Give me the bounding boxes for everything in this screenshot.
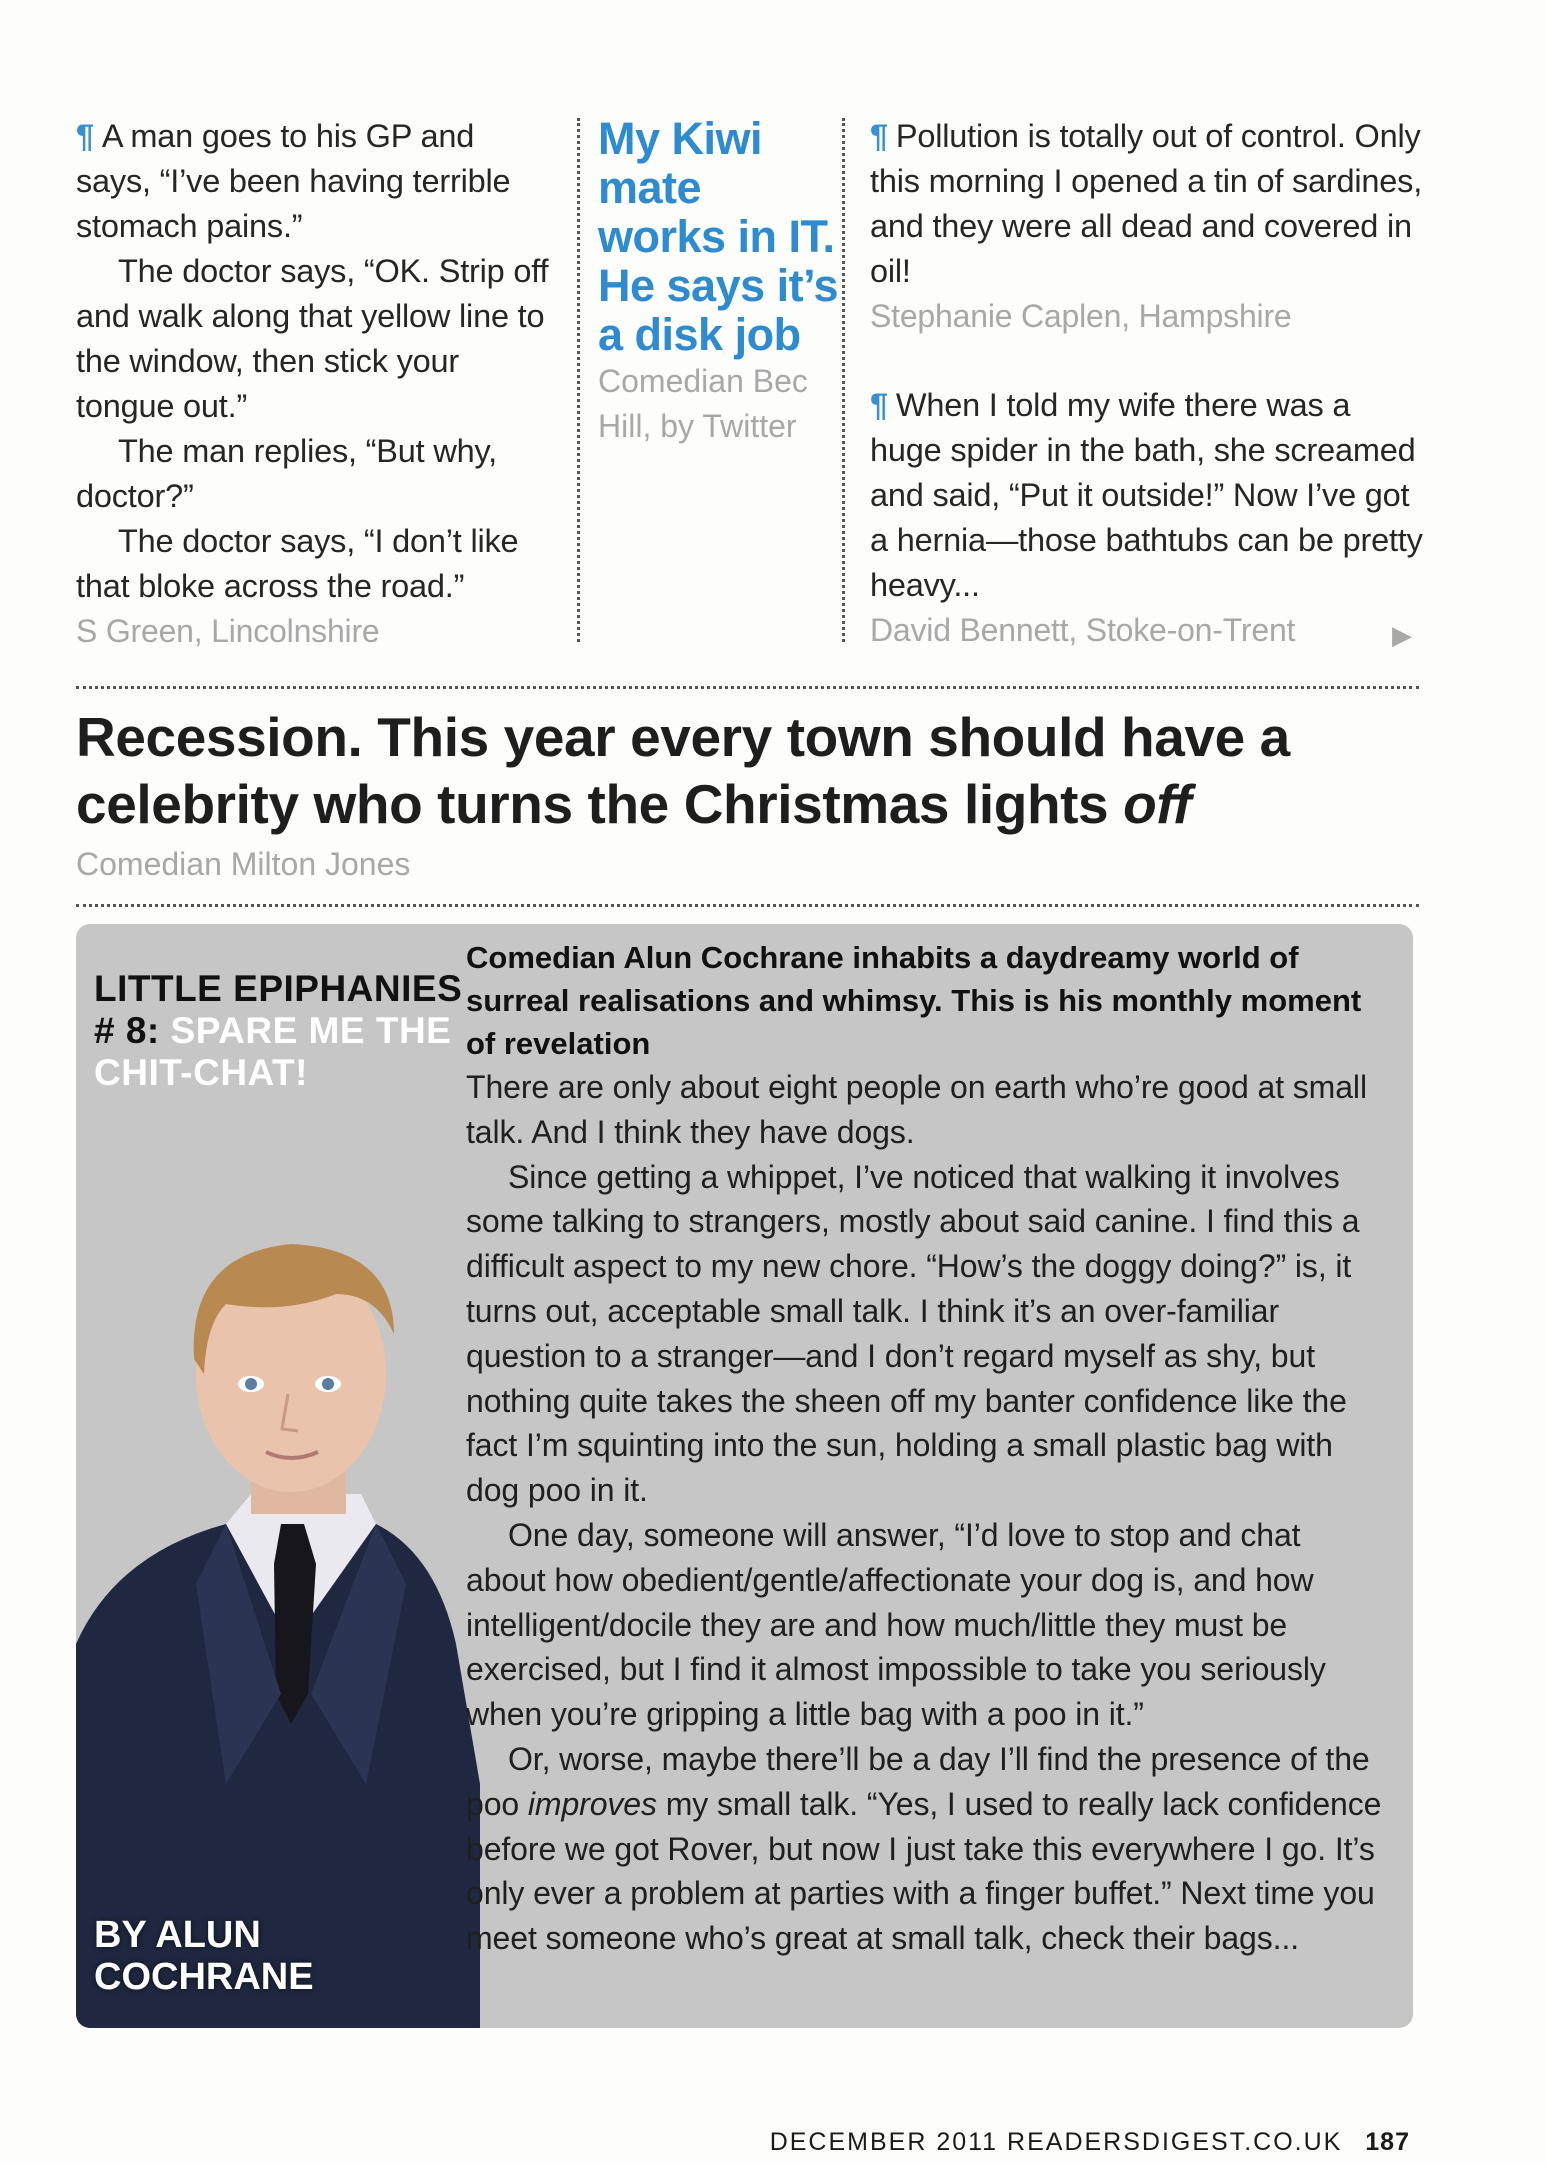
article-intro: Comedian Alun Cochrane inhabits a daydreamy world of surreal realisations and whimsy. This is his monthly moment of revelation xyxy=(466,940,1362,1061)
author-byline: BY ALUN COCHRANE xyxy=(94,1914,314,1998)
author-photo xyxy=(76,1224,480,2028)
page-number: 187 xyxy=(1365,2128,1410,2156)
series-number: # 8: xyxy=(94,1010,160,1051)
joke-paragraph: The doctor says, “I don’t like that bloke across the road.” xyxy=(76,523,519,604)
joke-column-2 xyxy=(598,114,838,449)
featured-quote xyxy=(76,704,1396,887)
quote-text: Recession. This year every town should have a celebrity who turns the Christmas lights off xyxy=(76,706,1290,835)
article-body xyxy=(466,1065,1386,1961)
section-divider xyxy=(76,686,1419,689)
article-paragraph: There are only about eight people on earth who’re good at small talk. And I think they have dogs. xyxy=(466,1069,1367,1150)
pilcrow-icon: ¶ xyxy=(870,387,888,423)
pilcrow-icon: ¶ xyxy=(870,118,888,154)
joke-paragraph: ¶ A man goes to his GP and says, “I’ve been having terrible stomach pains.” xyxy=(76,118,511,244)
joke-paragraph: ¶ Pollution is totally out of control. Only this morning I opened a tin of sardines, and they were all dead and covered in oil! xyxy=(870,118,1423,289)
article-paragraph: Or, worse, maybe there’ll be a day I’ll find the presence of the poo improves my small talk. “Yes, I used to really lack confidence before we got Rover, but now I just take this everywhere I go. It’s only ever a problem at parties with a finger buffet.” Next time you meet someone who’s great at small talk, check their bags... xyxy=(466,1740,1382,1957)
joke-column-1 xyxy=(76,114,556,654)
series-heading xyxy=(94,968,464,1094)
feature-panel xyxy=(76,924,1413,2028)
footer-site: READERSDIGEST.CO.UK xyxy=(1007,2128,1343,2156)
section-divider xyxy=(76,904,1419,907)
joke-paragraph: ¶ When I told my wife there was a huge spider in the bath, she screamed and said, “Put it outside!” Now I’ve got a hernia—those bathtubs can be pretty heavy... xyxy=(870,387,1423,603)
article-paragraph: Since getting a whippet, I’ve noticed that walking it involves some talking to strangers, mostly about said canine. I find this a difficult aspect to my new chore. “How’s the doggy doing?” is, it turns out, acceptable small talk. I think it’s an over-familiar question to a stranger—and I don’t regard myself as shy, but nothing quite takes the sheen off my banter confidence like the fact I’m squinting into the sun, holding a small plastic bag with dog poo in it. xyxy=(466,1158,1360,1509)
joke-credit: S Green, Lincolnshire xyxy=(76,613,380,649)
series-title: SPARE ME THE CHIT-CHAT! xyxy=(94,1010,452,1093)
joke-column-3 xyxy=(870,114,1430,653)
pull-joke-headline: My Kiwi mate works in IT. He says it’s a disk job xyxy=(598,113,838,360)
article-emphasis: improves xyxy=(527,1785,657,1822)
feature-article xyxy=(466,936,1386,1961)
joke-paragraph: The doctor says, “OK. Strip off and walk along that yellow line to the window, then stick your tongue out.” xyxy=(76,253,549,424)
joke-credit: David Bennett, Stoke-on-Trent xyxy=(870,612,1296,648)
column-divider xyxy=(842,118,845,642)
joke-credit: Stephanie Caplen, Hampshire xyxy=(870,298,1292,334)
page-footer xyxy=(770,2128,1410,2157)
article-paragraph: One day, someone will answer, “I’d love to stop and chat about how obedient/gentle/affectionate your dog is, and how intelligent/docile they are and how much/little they must be exercised, but I find it almost impossible to take you seriously when you’re gripping a little bag with a poo in it.” xyxy=(466,1516,1326,1733)
joke-credit: Comedian Bec Hill, by Twitter xyxy=(598,363,808,444)
column-divider xyxy=(577,118,580,642)
series-label: LITTLE EPIPHANIES xyxy=(94,968,463,1009)
pilcrow-icon: ¶ xyxy=(76,118,94,154)
quote-emphasis: off xyxy=(1123,773,1192,835)
joke-paragraph: The man replies, “But why, doctor?” xyxy=(76,433,497,514)
quote-credit: Comedian Milton Jones xyxy=(76,846,411,882)
footer-issue: DECEMBER 2011 xyxy=(769,2128,999,2156)
author-portrait-illustration xyxy=(76,1224,480,2028)
play-triangle-icon: ▶ xyxy=(1392,620,1412,650)
